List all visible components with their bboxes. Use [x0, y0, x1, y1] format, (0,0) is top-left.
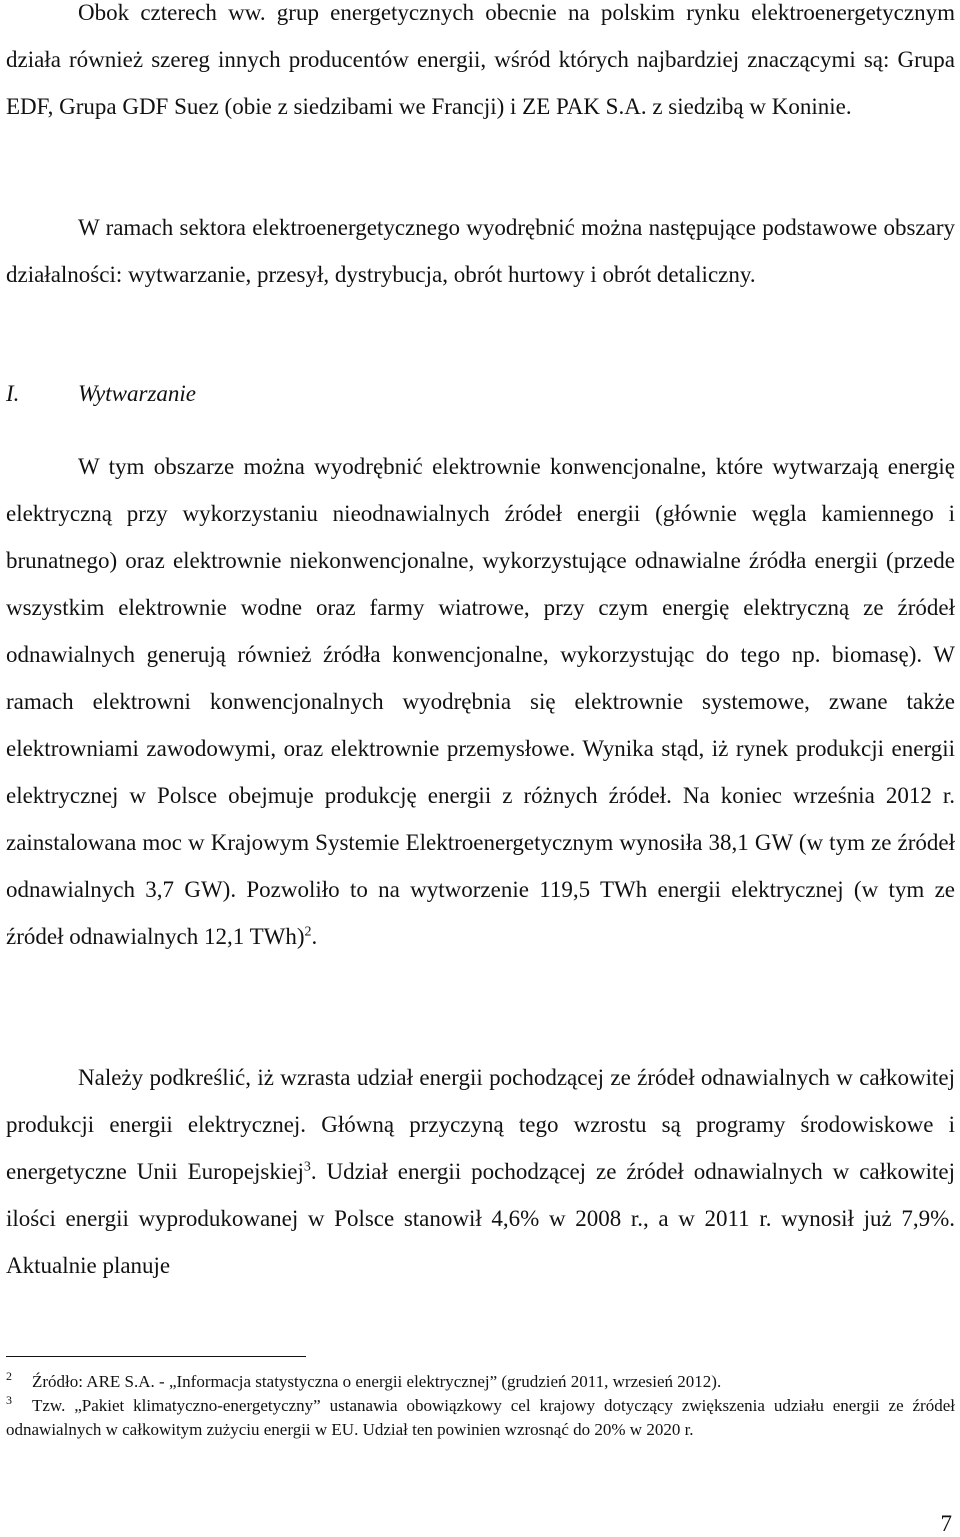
- paragraph-text-continued: . Udział energii pochodzącej ze źródeł odnawialnych w całkowitej ilości energii wyprodukowanej w Polsce stanowił 4,6% w 2008 r., a w 2011 r. wynosił już 7,9%. Aktualnie planuje: [6, 1159, 955, 1278]
- paragraph-text: W tym obszarze można wyodrębnić elektrownie konwencjonalne, które wytwarzają energię elektryczną przy wykorzystaniu nieodnawialnych źródeł energii (głównie węgla kamiennego i brunatnego) oraz elektrownie niekonwencjonalne, wykorzystujące odnawialne źródła energii (przede wszystkim elektrownie wodne oraz farmy wiatrowe, przy czym energię elektryczną ze źródeł odnawialnych generują również źródła konwencjonalne, wykorzystując do tego np. biomasę). W ramach elektrowni konwencjonalnych wyodrębnia się elektrownie systemowe, zwane także elektrowniami zawodowymi, oraz elektrownie przemysłowe. Wynika stąd, iż rynek produkcji energii elektrycznej w Polsce obejmuje produkcję energii z różnych źródeł. Na koniec września 2012 r. zainstalowana moc w Krajowym Systemie Elektroenergetycznym wynosiła 38,1 GW (w tym ze źródeł odnawialnych 3,7 GW). Pozwoliło to na wytworzenie 119,5 TWh energii elektrycznej (w tym ze źródeł odnawialnych 12,1 TWh): [6, 454, 955, 949]
- paragraph-renewables-share: [6, 1054, 955, 1289]
- paragraph-other-producers: [6, 0, 955, 130]
- footnote-text: Źródło: ARE S.A. - „Informacja statystyczna o energii elektrycznej” (grudzień 2011, wrzesień 2012).: [32, 1372, 722, 1391]
- paragraph-text: Obok czterech ww. grup energetycznych obecnie na polskim rynku elektroenergetycznym działa również szereg innych producentów energii, wśród których najbardziej znaczącymi są: Grupa EDF, Grupa GDF Suez (obie z siedzibami we Francji) i ZE PAK S.A. z siedzibą w Koninie.: [6, 0, 955, 119]
- footnote-text: Tzw. „Pakiet klimatyczno-energetyczny” ustanawia obowiązkowy cel krajowy dotyczący zwiększenia udziału energii ze źródeł odnawialnych w całkowitym zużyciu energii w EU. Udział ten powinien wzrosnąć do 20% w 2020 r.: [6, 1396, 955, 1439]
- paragraph-text: W ramach sektora elektroenergetycznego wyodrębnić można następujące podstawowe obszary działalności: wytwarzanie, przesył, dystrybucja, obrót hurtowy i obrót detaliczny.: [6, 215, 955, 287]
- section-title: Wytwarzanie: [78, 381, 196, 406]
- paragraph-sector-areas: [6, 204, 955, 298]
- page-number: 7: [940, 1511, 952, 1536]
- footnote: 2 Źródło: ARE S.A. - „Informacja statystyczna o energii elektrycznej” (grudzień 2011, wrzesień 2012).: [6, 1369, 722, 1391]
- section-heading: [6, 370, 196, 417]
- section-number: I.: [6, 381, 20, 406]
- footnote-separator: [6, 1356, 306, 1357]
- paragraph-text-end: .: [311, 924, 318, 949]
- footnote-reference[interactable]: 2: [304, 924, 312, 940]
- paragraph-text: Należy podkreślić, iż wzrasta udział energii pochodzącej ze źródeł odnawialnych w całkowitej produkcji energii elektrycznej. Główną przyczyną tego wzrostu są programy środowiskowe i energetyczne Unii Europejskiej: [6, 1065, 955, 1184]
- footnote: 3 Tzw. „Pakiet klimatyczno-energetyczny” ustanawia obowiązkowy cel krajowy dotyczący zwiększenia udziału energii ze źródeł odnawialnych w całkowitym zużyciu energii w EU. Udział ten powinien wzrosnąć do 20% w 2020 r.: [6, 1393, 955, 1439]
- paragraph-generation: [6, 443, 955, 960]
- footnote-reference[interactable]: 3: [303, 1159, 311, 1175]
